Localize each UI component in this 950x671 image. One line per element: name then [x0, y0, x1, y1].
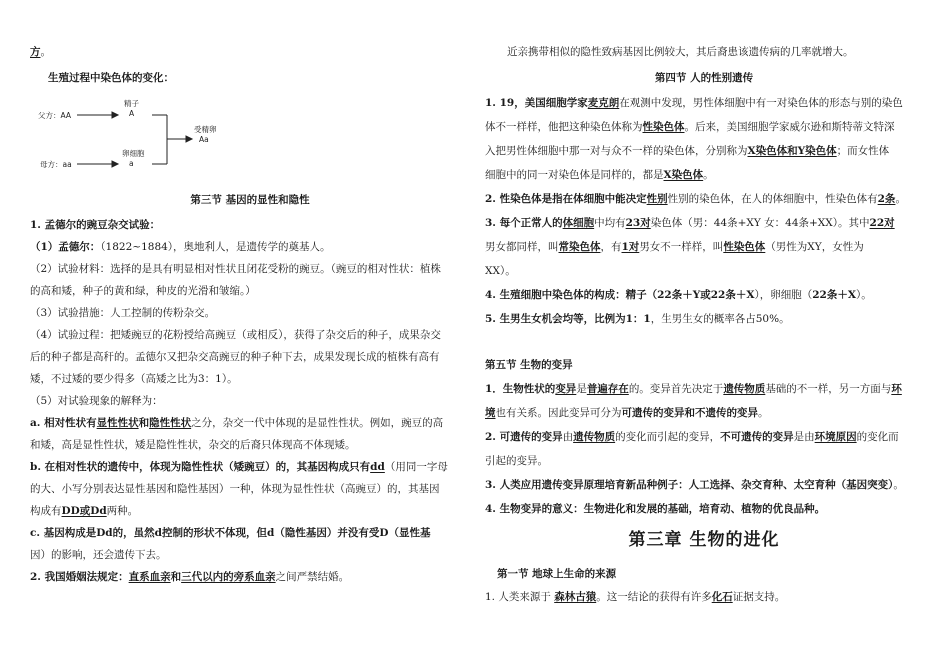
text-line: 方。 [30, 46, 51, 58]
egg-gene: a [129, 159, 134, 168]
text-line: 入把男性体细胞中那一对与众不一样的染色体，分别称为X染色体和Y染色体；而女性体 [485, 145, 890, 157]
text-line: （2）试验材料：选择的是具有明显相对性状且闭花受粉的豌豆。（豌豆的相对性状：植株 [30, 263, 441, 275]
text-line: 5. 生男生女机会均等，比例为1：1，生男生女的概率各占50%。 [485, 313, 790, 325]
text-line: c. 基因构成是Dd的，虽然d控制的形状不体现，但d（隐性基因）并没有受D（显性基 [30, 527, 431, 539]
text-line: 体不一样样，他把这种染色体称为性染色体。后来，美国细胞学家威尔逊和斯特蒂文特深 [485, 121, 895, 133]
text-line: （3）试验措施：人工控制的传粉杂交。 [30, 307, 216, 319]
diagram-title: 生殖过程中染色体的变化： [48, 72, 174, 84]
section-title: 第四节 人的性别遗传 [654, 72, 754, 84]
text-line: 境也有关系。因此变异可分为可遗传的变异和不遗传的变异。 [485, 407, 769, 419]
text-line: 2. 我国婚姻法规定：直系血亲和三代以内的旁系血亲之间严禁结婚。 [30, 571, 350, 583]
text-line: 4. 生殖细胞中染色体的构成：精子（22条＋Y或22条＋X），卵细胞（22条＋X）。 [485, 289, 872, 301]
text-line: 后的种子都是高秆的。孟德尔又把杂交高豌豆的种子种下去，成果发现长成的植株有高有 [30, 351, 440, 363]
text-line: 男女都同样，叫常染色体，有1对男女不一样样，叫性染色体（男性为XY，女性为 [485, 241, 864, 253]
text-line: （5）对试验现象的解释为： [30, 395, 163, 407]
sperm-gene: A [129, 109, 135, 118]
text-line: （4）试验过程：把矮豌豆的花粉授给高豌豆（或相反），获得了杂交后的种子，成果杂交 [30, 329, 441, 341]
text-line: 因）的影响，还会遗传下去。 [30, 549, 167, 561]
text-line: 构成有DD或Dd两种。 [30, 505, 139, 517]
text-line: 1. 19，美国细胞学家麦克朗在观测中发现，男性体细胞中有一对染色体的形态与别的染色 [485, 97, 903, 109]
chromosome-diagram [32, 94, 272, 176]
father-label: 父方：AA [38, 111, 71, 120]
text-line: 4. 生物变异的意义：生物进化和发展的基础，培育动、植物的优良品种。 [485, 503, 826, 515]
section-title: 第五节 生物的变异 [485, 359, 573, 371]
section-title: 第三节 基因的显性和隐性 [190, 194, 310, 206]
text-line: 引起的变异。 [485, 455, 548, 467]
chapter-title: 第三章 生物的进化 [628, 530, 780, 550]
text-line: b. 在相对性状的遗传中，体现为隐性性状（矮豌豆）的，其基因构成只有dd（用同一字母 [30, 461, 448, 473]
section-title: 第一节 地球上生命的来源 [497, 568, 617, 580]
text-line: 2. 性染色体是指在体细胞中能决定性别性别的染色体，在人的体细胞中，性染色体有2条。 [485, 193, 906, 205]
text-line: 3. 人类应用遗传变异原理培育新品种例子：人工选择、杂交育种、太空育种（基因突变）。 [485, 479, 904, 491]
text-line: 近亲携带相似的隐性致病基因比例较大，其后裔患该遗传病的几率就增大。 [507, 46, 854, 58]
text-line: 1. 人类来源于 森林古猿。这一结论的获得有许多化石证据支持。 [485, 591, 786, 603]
mother-label: 母方：aa [40, 160, 72, 169]
text-line: 矮，不过矮的要少得多（高矮之比为3：1）。 [30, 373, 238, 385]
heading-item: 1. 孟德尔的豌豆杂交试验： [30, 219, 161, 231]
sperm-label: 精子 [124, 99, 139, 108]
text-line: 2. 可遗传的变异由遗传物质的变化而引起的变异，不可遗传的变异是由环境原因的变化而 [485, 431, 899, 443]
egg-label: 卵细胞 [122, 149, 145, 158]
text-line: 细胞中的同一对染色体是同样的，都是X染色体。 [485, 169, 714, 181]
zygote-label: 受精卵 [194, 125, 217, 134]
text-line: XX）。 [485, 265, 516, 277]
text-line: 3. 每个正常人的体细胞中均有23对染色体（男：44条+XY 女：44条+XX）。其中22对 [485, 217, 895, 229]
text-line: 的大、小写分别表达显性基因和隐性基因）一种，体现为显性性状（高豌豆）的，其基因 [30, 483, 440, 495]
text-line: 和矮，高是显性性状，矮是隐性性状，杂交的后裔只体现高不体现矮。 [30, 439, 356, 451]
diagram-arrows [77, 112, 192, 167]
text-line: 1．生物性状的变异是普遍存在的。变异首先决定于遗传物质基础的不一样，另一方面与环 [485, 383, 902, 395]
zygote-gene: Aa [199, 135, 209, 144]
text-line: 的高和矮，种子的黄和绿，种皮的光滑和皱缩。） [30, 285, 256, 297]
text-line: （1）孟德尔：（1822~1884），奥地利人，是遗传学的奠基人。 [30, 241, 331, 253]
text-line: a. 相对性状有显性性状和隐性性状之分，杂交一代中体现的是显性性状。例如，豌豆的高 [30, 417, 444, 429]
